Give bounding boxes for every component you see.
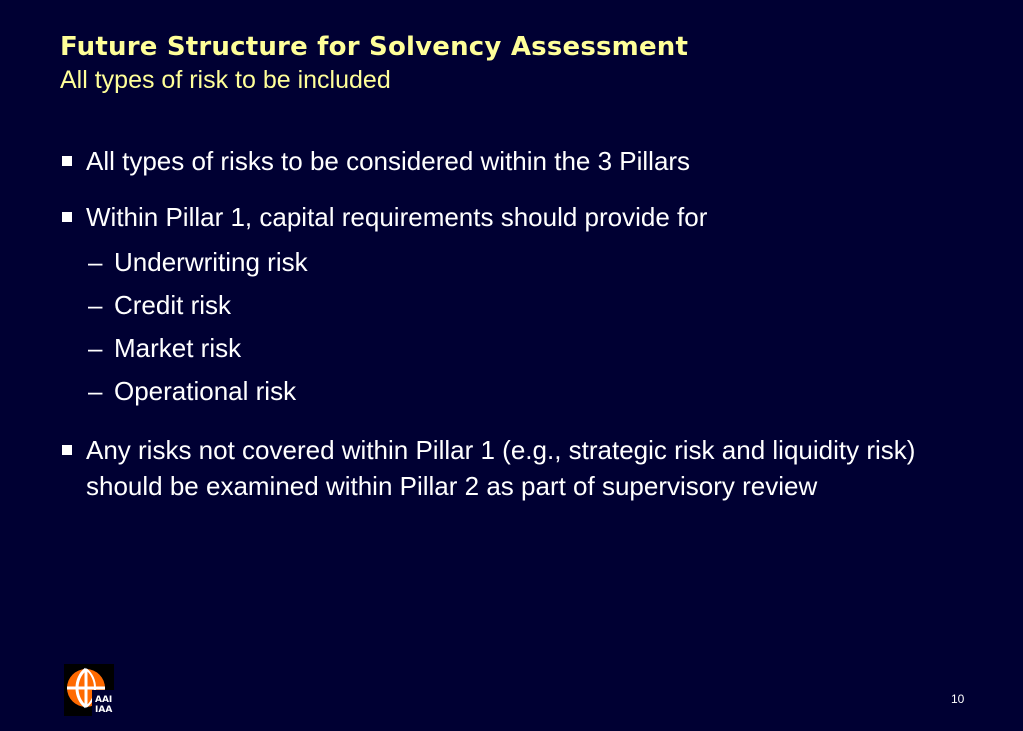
bullet-text: All types of risks to be considered within the 3 Pillars (86, 146, 691, 176)
slide-body (60, 143, 940, 504)
square-bullet-icon (62, 212, 72, 222)
logo-line2: IAA (95, 705, 113, 715)
globe-logo-icon (64, 664, 114, 716)
sub-bullet-text: Operational risk (114, 376, 297, 406)
slide-subtitle: All types of risk to be included (60, 66, 391, 94)
sub-bullet-item (60, 241, 940, 284)
square-bullet-icon (62, 156, 72, 166)
sub-bullet-text: Underwriting risk (114, 247, 308, 277)
bullet-text: Any risks not covered within Pillar 1 (e.g., strategic risk and liquidity risk) should be examined within Pillar 2 as part of supervisory review (86, 435, 916, 501)
dash-icon: – (88, 290, 103, 320)
bullet-text: Within Pillar 1, capital requirements should provide for (86, 202, 708, 232)
dash-icon: – (88, 247, 103, 277)
sub-bullet-text: Market risk (114, 333, 242, 363)
sub-bullet-item (60, 327, 940, 370)
slide-title: Future Structure for Solvency Assessment (60, 32, 689, 62)
logo-line1: AAI (95, 695, 113, 705)
square-bullet-icon (62, 445, 72, 455)
bullet-item (60, 143, 940, 179)
bullet-item (60, 199, 940, 235)
page-number: 10 (951, 692, 965, 706)
bullet-item (60, 432, 940, 504)
sub-bullet-item (60, 370, 940, 413)
sub-bullet-item (60, 284, 940, 327)
sub-bullet-text: Credit risk (114, 290, 232, 320)
dash-icon: – (88, 333, 103, 363)
dash-icon: – (88, 376, 103, 406)
